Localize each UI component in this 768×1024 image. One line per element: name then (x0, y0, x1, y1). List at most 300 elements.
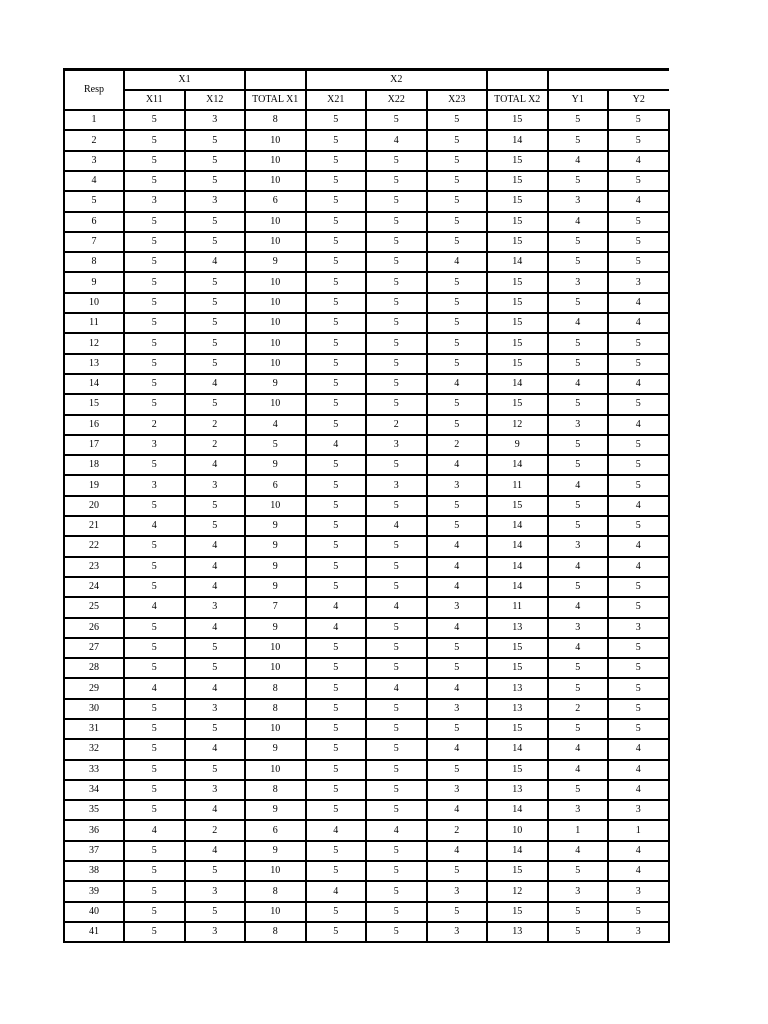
table-cell: 10 (487, 820, 548, 840)
table-row (64, 678, 669, 698)
table-cell: 4 (427, 678, 488, 698)
resp-number-cell: 31 (64, 719, 124, 739)
table-cell: 5 (427, 719, 488, 739)
table-cell: 5 (548, 577, 609, 597)
table-cell: 5 (124, 354, 185, 374)
resp-number-cell: 22 (64, 536, 124, 556)
table-cell: 5 (366, 739, 427, 759)
table-cell: 3 (185, 780, 246, 800)
table-cell: 5 (366, 293, 427, 313)
table-cell: 4 (427, 618, 488, 638)
resp-number-cell: 26 (64, 618, 124, 638)
table-cell: 5 (548, 252, 609, 272)
table-row (64, 130, 669, 150)
table-cell: 5 (427, 212, 488, 232)
table-cell: 9 (245, 455, 306, 475)
resp-number-cell: 27 (64, 638, 124, 658)
table-cell: 4 (124, 597, 185, 617)
resp-number-cell: 40 (64, 902, 124, 922)
table-cell: 5 (427, 760, 488, 780)
table-cell: 5 (608, 354, 669, 374)
resp-number-cell: 2 (64, 130, 124, 150)
table-cell: 15 (487, 212, 548, 232)
table-cell: 5 (124, 110, 185, 130)
table-cell: 5 (124, 841, 185, 861)
table-cell: 5 (306, 151, 367, 171)
table-cell: 5 (306, 658, 367, 678)
table-cell: 10 (245, 496, 306, 516)
table-cell: 5 (548, 354, 609, 374)
table-cell: 5 (124, 638, 185, 658)
table-cell: 5 (427, 293, 488, 313)
table-cell: 4 (548, 557, 609, 577)
table-cell: 5 (306, 171, 367, 191)
table-cell: 5 (124, 902, 185, 922)
table-cell: 14 (487, 455, 548, 475)
table-cell: 3 (548, 800, 609, 820)
table-row (64, 658, 669, 678)
table-cell: 9 (245, 374, 306, 394)
table-cell: 5 (185, 171, 246, 191)
table-cell: 4 (306, 820, 367, 840)
table-cell: 2 (185, 435, 246, 455)
table-cell: 4 (124, 678, 185, 698)
table-cell: 4 (185, 800, 246, 820)
table-row (64, 212, 669, 232)
resp-number-cell: 36 (64, 820, 124, 840)
table-cell: 4 (608, 739, 669, 759)
table-row (64, 638, 669, 658)
table-cell: 5 (306, 557, 367, 577)
column-header: X23 (427, 90, 488, 110)
table-cell: 4 (608, 374, 669, 394)
table-cell: 10 (245, 902, 306, 922)
table-cell: 15 (487, 171, 548, 191)
table-cell: 12 (487, 415, 548, 435)
table-cell: 5 (366, 110, 427, 130)
table-cell: 15 (487, 313, 548, 333)
table-cell: 5 (548, 394, 609, 414)
table-cell: 4 (608, 861, 669, 881)
table-cell: 5 (185, 496, 246, 516)
resp-header: Resp (64, 70, 124, 111)
table-cell: 12 (487, 881, 548, 901)
table-cell: 5 (306, 861, 367, 881)
table-cell: 4 (548, 374, 609, 394)
table-cell: 5 (548, 435, 609, 455)
table-cell: 2 (185, 820, 246, 840)
table-row (64, 516, 669, 536)
table-cell: 5 (306, 536, 367, 556)
table-cell: 4 (608, 536, 669, 556)
table-row (64, 110, 669, 130)
table-cell: 5 (366, 658, 427, 678)
data-table (63, 68, 670, 943)
table-cell: 5 (366, 232, 427, 252)
resp-number-cell: 6 (64, 212, 124, 232)
table-cell: 5 (124, 658, 185, 678)
table-row (64, 881, 669, 901)
resp-number-cell: 15 (64, 394, 124, 414)
table-cell: 5 (306, 354, 367, 374)
table-cell: 4 (427, 536, 488, 556)
header-row-columns (64, 90, 669, 110)
table-cell: 5 (608, 475, 669, 495)
table-cell: 4 (427, 577, 488, 597)
resp-number-cell: 39 (64, 881, 124, 901)
table-cell: 10 (245, 151, 306, 171)
table-cell: 3 (427, 881, 488, 901)
table-cell: 5 (366, 861, 427, 881)
table-row (64, 293, 669, 313)
table-cell: 5 (306, 577, 367, 597)
table-cell: 3 (608, 800, 669, 820)
table-cell: 5 (306, 678, 367, 698)
table-cell: 14 (487, 577, 548, 597)
table-cell: 5 (124, 333, 185, 353)
table-cell: 10 (245, 861, 306, 881)
table-cell: 5 (124, 496, 185, 516)
table-cell: 5 (185, 151, 246, 171)
table-row (64, 435, 669, 455)
table-cell: 15 (487, 354, 548, 374)
table-cell: 10 (245, 333, 306, 353)
table-cell: 13 (487, 618, 548, 638)
table-cell: 5 (185, 333, 246, 353)
table-cell: 5 (124, 739, 185, 759)
table-cell: 5 (124, 293, 185, 313)
table-cell: 13 (487, 678, 548, 698)
resp-number-cell: 13 (64, 354, 124, 374)
table-cell: 8 (245, 678, 306, 698)
table-cell: 4 (608, 841, 669, 861)
table-cell: 5 (306, 780, 367, 800)
table-cell: 5 (124, 699, 185, 719)
table-cell: 5 (185, 394, 246, 414)
table-cell: 5 (427, 354, 488, 374)
table-row (64, 922, 669, 942)
table-cell: 5 (548, 333, 609, 353)
table-cell: 2 (366, 415, 427, 435)
table-cell: 15 (487, 658, 548, 678)
table-cell: 4 (608, 760, 669, 780)
table-cell: 5 (245, 435, 306, 455)
table-cell: 5 (124, 151, 185, 171)
table-row (64, 597, 669, 617)
table-row (64, 313, 669, 333)
table-cell: 9 (245, 618, 306, 638)
table-cell: 3 (185, 191, 246, 211)
table-cell: 5 (366, 800, 427, 820)
table-cell: 10 (245, 719, 306, 739)
table-cell: 5 (608, 212, 669, 232)
table-cell: 3 (548, 536, 609, 556)
column-header: Y2 (608, 90, 669, 110)
table-cell: 10 (245, 272, 306, 292)
table-cell: 5 (427, 516, 488, 536)
table-cell: 5 (548, 922, 609, 942)
table-cell: 5 (124, 577, 185, 597)
table-cell: 5 (427, 638, 488, 658)
table-cell: 3 (548, 415, 609, 435)
table-cell: 5 (608, 678, 669, 698)
table-cell: 4 (366, 516, 427, 536)
resp-number-cell: 14 (64, 374, 124, 394)
table-cell: 4 (548, 638, 609, 658)
table-cell: 5 (548, 171, 609, 191)
table-cell: 4 (366, 597, 427, 617)
table-row (64, 374, 669, 394)
table-cell: 5 (427, 151, 488, 171)
table-row (64, 191, 669, 211)
table-cell: 9 (245, 800, 306, 820)
table-cell: 5 (427, 313, 488, 333)
table-cell: 5 (427, 415, 488, 435)
table-cell: 13 (487, 780, 548, 800)
table-cell: 14 (487, 800, 548, 820)
table-cell: 3 (366, 475, 427, 495)
table-cell: 3 (548, 881, 609, 901)
column-header: TOTAL X2 (487, 90, 548, 110)
table-cell: 5 (366, 536, 427, 556)
table-cell: 4 (608, 293, 669, 313)
table-cell: 5 (124, 232, 185, 252)
table-cell: 5 (548, 658, 609, 678)
table-cell: 5 (608, 333, 669, 353)
table-cell: 5 (306, 922, 367, 942)
table-cell: 4 (185, 536, 246, 556)
resp-number-cell: 11 (64, 313, 124, 333)
table-cell: 7 (245, 597, 306, 617)
table-cell: 4 (306, 435, 367, 455)
table-cell: 5 (306, 252, 367, 272)
table-row (64, 151, 669, 171)
table-cell: 2 (185, 415, 246, 435)
table-cell: 3 (185, 699, 246, 719)
table-row (64, 820, 669, 840)
table-cell: 3 (427, 780, 488, 800)
table-cell: 4 (548, 151, 609, 171)
table-row (64, 800, 669, 820)
table-cell: 3 (185, 475, 246, 495)
table-cell: 5 (608, 638, 669, 658)
column-header: X21 (306, 90, 367, 110)
table-cell: 5 (608, 902, 669, 922)
table-cell: 3 (427, 922, 488, 942)
table-cell: 5 (548, 516, 609, 536)
table-cell: 8 (245, 110, 306, 130)
table-cell: 4 (124, 820, 185, 840)
table-cell: 5 (548, 455, 609, 475)
header-row-groups (64, 70, 669, 90)
table-cell: 4 (185, 618, 246, 638)
table-cell: 13 (487, 922, 548, 942)
table-cell: 5 (306, 394, 367, 414)
table-row (64, 557, 669, 577)
table-cell: 5 (306, 800, 367, 820)
table-cell: 6 (245, 820, 306, 840)
table-cell: 5 (124, 881, 185, 901)
table-cell: 4 (427, 800, 488, 820)
resp-number-cell: 28 (64, 658, 124, 678)
table-row (64, 841, 669, 861)
table-cell: 15 (487, 232, 548, 252)
table-cell: 5 (124, 171, 185, 191)
table-cell: 5 (185, 354, 246, 374)
table-cell: 5 (124, 455, 185, 475)
table-cell: 5 (427, 171, 488, 191)
table-row (64, 415, 669, 435)
table-cell: 5 (608, 455, 669, 475)
table-cell: 10 (245, 313, 306, 333)
table-cell: 5 (185, 760, 246, 780)
table-cell: 4 (366, 820, 427, 840)
table-cell: 5 (427, 191, 488, 211)
resp-number-cell: 30 (64, 699, 124, 719)
table-cell: 5 (366, 212, 427, 232)
table-cell: 5 (548, 496, 609, 516)
table-cell: 4 (306, 881, 367, 901)
table-cell: 5 (366, 841, 427, 861)
resp-number-cell: 12 (64, 333, 124, 353)
table-cell: 10 (245, 232, 306, 252)
resp-number-cell: 1 (64, 110, 124, 130)
table-cell: 15 (487, 333, 548, 353)
table-cell: 3 (185, 597, 246, 617)
table-cell: 5 (427, 232, 488, 252)
table-cell: 5 (608, 171, 669, 191)
table-cell: 4 (185, 841, 246, 861)
table-cell: 4 (608, 496, 669, 516)
table-cell: 5 (608, 130, 669, 150)
table-cell: 5 (366, 557, 427, 577)
table-cell: 5 (306, 699, 367, 719)
table-cell: 5 (366, 171, 427, 191)
table-cell: 4 (185, 678, 246, 698)
table-cell: 3 (608, 272, 669, 292)
table-row (64, 171, 669, 191)
table-cell: 4 (427, 739, 488, 759)
table-cell: 5 (427, 658, 488, 678)
table-cell: 5 (366, 496, 427, 516)
table-cell: 5 (185, 272, 246, 292)
table-cell: 4 (124, 516, 185, 536)
table-cell: 4 (608, 191, 669, 211)
table-cell: 4 (245, 415, 306, 435)
table-cell: 5 (548, 110, 609, 130)
table-cell: 3 (548, 618, 609, 638)
table-cell: 15 (487, 902, 548, 922)
table-cell: 3 (185, 881, 246, 901)
table-row (64, 739, 669, 759)
table-cell: 4 (185, 577, 246, 597)
resp-number-cell: 23 (64, 557, 124, 577)
table-cell: 5 (124, 374, 185, 394)
resp-number-cell: 18 (64, 455, 124, 475)
resp-number-cell: 5 (64, 191, 124, 211)
table-cell: 4 (366, 678, 427, 698)
table-cell: 14 (487, 374, 548, 394)
table-row (64, 272, 669, 292)
table-cell: 5 (124, 313, 185, 333)
table-cell: 5 (306, 902, 367, 922)
table-cell: 3 (366, 435, 427, 455)
table-cell: 5 (427, 861, 488, 881)
table-cell: 4 (608, 151, 669, 171)
table-cell: 4 (608, 313, 669, 333)
table-cell: 5 (306, 232, 367, 252)
table-cell: 5 (548, 232, 609, 252)
table-cell: 10 (245, 171, 306, 191)
table-cell: 4 (185, 455, 246, 475)
resp-number-cell: 38 (64, 861, 124, 881)
table-cell: 5 (306, 333, 367, 353)
table-cell: 5 (548, 293, 609, 313)
table-cell: 15 (487, 719, 548, 739)
table-cell: 13 (487, 699, 548, 719)
table-cell: 15 (487, 394, 548, 414)
table-cell: 9 (487, 435, 548, 455)
table-cell: 15 (487, 272, 548, 292)
table-cell: 5 (366, 638, 427, 658)
table-cell: 4 (427, 557, 488, 577)
table-cell: 5 (608, 252, 669, 272)
column-header: X12 (185, 90, 246, 110)
table-cell: 5 (608, 597, 669, 617)
table-cell: 9 (245, 739, 306, 759)
table-cell: 3 (427, 475, 488, 495)
group-header-x2: X2 (306, 70, 488, 90)
table-cell: 15 (487, 151, 548, 171)
resp-number-cell: 20 (64, 496, 124, 516)
table-cell: 3 (548, 191, 609, 211)
table-cell: 8 (245, 881, 306, 901)
table-cell: 5 (548, 678, 609, 698)
table-cell: 4 (306, 618, 367, 638)
table-cell: 3 (427, 597, 488, 617)
table-cell: 5 (306, 313, 367, 333)
column-header: Y1 (548, 90, 609, 110)
table-cell: 5 (185, 638, 246, 658)
table-row (64, 780, 669, 800)
table-row (64, 699, 669, 719)
table-cell: 5 (306, 475, 367, 495)
table-cell: 5 (366, 922, 427, 942)
table-cell: 5 (306, 516, 367, 536)
table-cell: 5 (124, 212, 185, 232)
table-cell: 5 (366, 151, 427, 171)
table-cell: 5 (306, 760, 367, 780)
table-cell: 5 (306, 272, 367, 292)
table-cell: 3 (124, 191, 185, 211)
table-cell: 5 (124, 922, 185, 942)
resp-number-cell: 25 (64, 597, 124, 617)
table-cell: 5 (427, 496, 488, 516)
table-cell: 3 (608, 618, 669, 638)
table-cell: 5 (608, 699, 669, 719)
table-cell: 4 (185, 252, 246, 272)
table-cell: 5 (366, 272, 427, 292)
table-cell: 3 (124, 435, 185, 455)
table-cell: 4 (548, 841, 609, 861)
table-row (64, 333, 669, 353)
table-cell: 5 (306, 455, 367, 475)
table-cell: 15 (487, 861, 548, 881)
table-cell: 5 (366, 394, 427, 414)
table-cell: 5 (306, 374, 367, 394)
table-cell: 5 (366, 191, 427, 211)
table-cell: 5 (185, 313, 246, 333)
